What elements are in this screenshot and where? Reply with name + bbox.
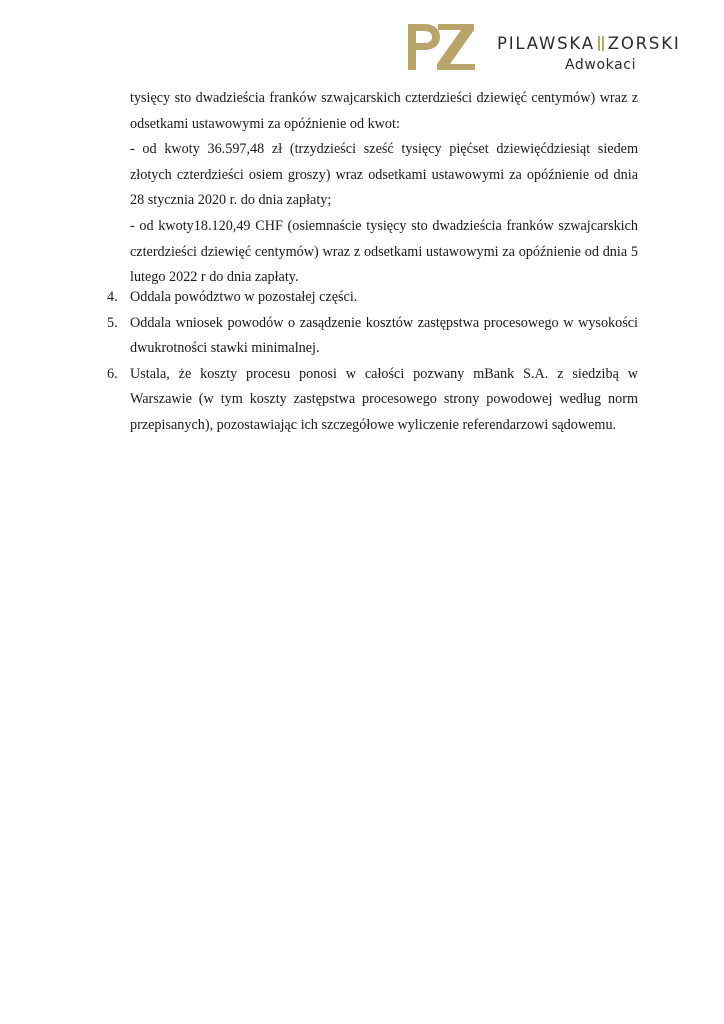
list-item-text: Oddala powództwo w pozostałej części. (130, 289, 358, 305)
list-item-number: 6. (107, 365, 118, 382)
list-item-number: 5. (107, 314, 118, 331)
paragraph-interest-intro: tysięcy sto dwadzieścia franków szwajcarskich czterdzieści dziewięć centymów) wraz z odsetkami ustawowymi za opóźnienie od kwot: (130, 90, 638, 132)
document-body (130, 86, 638, 291)
firm-name-right: ZORSKI (607, 33, 681, 53)
list-item-number: 4. (107, 289, 118, 305)
firm-name-separator (598, 35, 604, 51)
ruling-list (107, 285, 638, 439)
list-item-text: Ustala, że koszty procesu ponosi w całości pozwany mBank S.A. z siedzibą w Warszawie (w tym koszty zastępstwa procesowego strony powodowej według norm przepisanych), pozostawiając ich szczegółowe wyliczenie referendarzowi sądowemu. (130, 365, 638, 433)
firm-name-left: PILAWSKA (497, 33, 595, 53)
firm-subtitle: Adwokaci (565, 57, 637, 73)
firm-logo-mark (405, 20, 477, 74)
firm-name (497, 33, 681, 53)
list-item (107, 285, 638, 311)
paragraph-chf-amount: - od kwoty18.120,49 CHF (osiemnaście tysięcy sto dwadzieścia franków szwajcarskich czterdzieści dziewięć centymów) wraz z odsetkami ustawowymi za opóźnienie od dnia 5 lutego 2022 r do dnia zapłaty. (130, 217, 638, 286)
pz-monogram-icon (405, 20, 477, 74)
list-item (107, 311, 638, 362)
list-item (107, 362, 638, 439)
paragraph-pln-amount: - od kwoty 36.597,48 zł (trzydzieści sześć tysięcy pięćset dziewięćdziesiąt siedem złotych czterdzieści osiem groszy) wraz odsetkami ustawowymi za opóźnienie od dnia 28 stycznia 2020 r. do dnia zapłaty; (130, 141, 638, 209)
list-item-text: Oddala wniosek powodów o zasądzenie kosztów zastępstwa procesowego w wysokości dwukrotności stawki minimalnej. (130, 314, 638, 357)
